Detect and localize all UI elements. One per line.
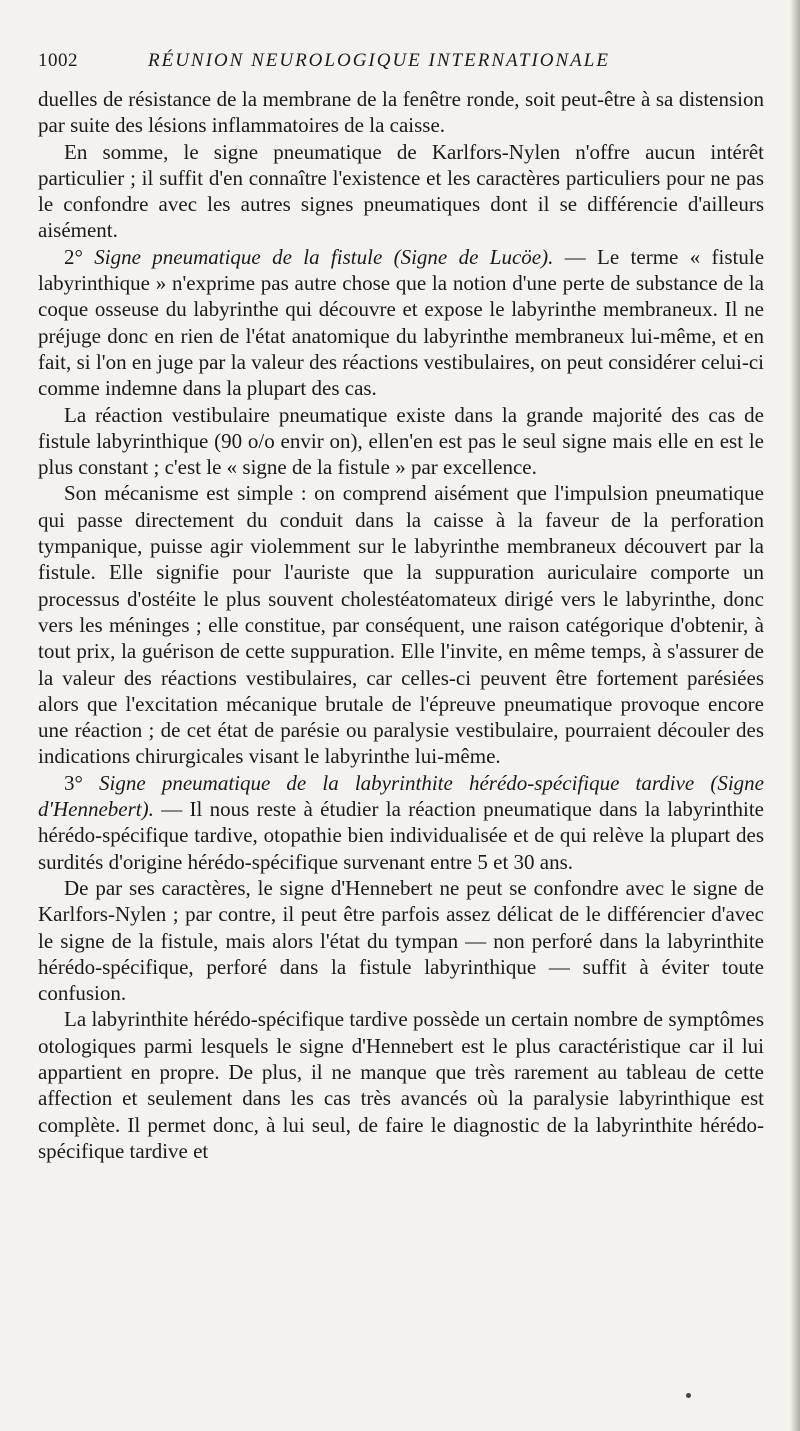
running-title: RÉUNION NEUROLOGIQUE INTERNATIONALE bbox=[148, 50, 610, 71]
paragraph-text: La réaction vestibulaire pneumatique existe dans la grande majorité des cas de fistule labyrinthique (90 o/o envir on), ellen'en est pas le seul signe mais elle en est le plus constant ; c'est le « signe de la fistule » par excellence. bbox=[38, 402, 764, 480]
paragraph-text: En somme, le signe pneumatique de Karlfors-Nylen n'offre aucun intérêt particulier ; il suffit d'en connaître l'existence et les caractères particuliers pour ne pas le confondre avec les autres signes pneumatiques dont il se différencie d'ailleurs aisément. bbox=[38, 139, 764, 243]
paragraph bbox=[38, 402, 764, 481]
page-number: 1002 bbox=[38, 50, 78, 71]
body-text bbox=[38, 86, 764, 1164]
paragraph bbox=[38, 875, 764, 1006]
paragraph bbox=[38, 1006, 764, 1164]
section-title: Signe pneumatique de la fistule (Signe de Lucöe). bbox=[94, 244, 554, 269]
section-number: 2° bbox=[64, 244, 83, 269]
section-number: 3° bbox=[64, 770, 83, 795]
page-edge-shadow bbox=[790, 0, 800, 1431]
ink-dot bbox=[686, 1393, 691, 1398]
paragraph-text: — Le terme « fistule labyrinthique » n'exprime pas autre chose que la notion d'une perte de substance de la coque osseuse du labyrinthe qui découvre et expose le labyrinthe membraneux. Il ne préjuge donc en rien de l'état anatomique du labyrinthe membraneux lui-même, et en fait, si l'on en juge par la valeur des réactions vestibulaires, on peut considérer celui-ci comme indemne dans la plupart des cas. bbox=[38, 244, 765, 401]
paragraph-section-2 bbox=[38, 244, 764, 402]
paragraph-text: — Il nous reste à étudier la réaction pneumatique dans la labyrinthite hérédo-spécifique tardive, otopathie bien individualisée et de qui relève la plupart des surdités d'origine hérédo-spécifique survenant entre 5 et 30 ans. bbox=[38, 797, 765, 874]
section-title: Signe pneumatique de la labyrinthite hérédo-spécifique tardive (Signe d'Hennebert). bbox=[38, 770, 765, 822]
page-header bbox=[38, 50, 764, 72]
paragraph bbox=[38, 139, 764, 244]
paragraph bbox=[38, 86, 764, 139]
paragraph-text: De par ses caractères, le signe d'Hennebert ne peut se confondre avec le signe de Karlfors-Nylen ; par contre, il peut être parfois assez délicat de le différencier d'avec le signe de la fistule, mais alors l'état du tympan — non perforé dans la labyrinthite hérédo-spécifique, perforé dans la fistule labyrinthique — suffit à éviter toute confusion. bbox=[38, 875, 764, 1006]
paragraph-section-3 bbox=[38, 770, 764, 875]
paragraph-text: La labyrinthite hérédo-spécifique tardive possède un certain nombre de symptômes otologiques parmi lesquels le signe d'Hennebert est le plus caractéristique car il lui appartient en propre. De plus, il ne manque que très rarement au tableau de cette affection et seulement dans les cas très avancés où la paralysie labyrinthique est complète. Il permet donc, à lui seul, de faire le diagnostic de la labyrinthite hérédo-spécifique tardive et bbox=[38, 1007, 764, 1163]
paragraph-text: Son mécanisme est simple : on comprend aisément que l'impulsion pneumatique qui passe directement du conduit dans la caisse à la faveur de la perforation tympanique, puisse agir violemment sur le labyrinthe membraneux découvert par la fistule. Elle signifie pour l'auriste que la suppuration auriculaire comporte un processus d'ostéite le plus souvent cholestéatomateux dirigé vers le labyrinthe, donc vers les méninges ; elle constitue, par conséquent, une raison catégorique d'obtenir, à tout prix, la guérison de cette suppuration. Elle l'invite, en même temps, à s'assurer de la valeur des réactions vestibulaires, car celles-ci peuvent être fortement parésiées alors que l'excitation mécanique brutale de l'épreuve pneumatique provoque encore une réaction ; de cet état de parésie ou paralysie vestibulaire, pourraient découler des indications chirurgicales visant le labyrinthe lui-même. bbox=[38, 481, 764, 769]
paragraph-text: duelles de résistance de la membrane de la fenêtre ronde, soit peut-être à sa distension par suite des lésions inflammatoires de la caisse. bbox=[38, 87, 764, 138]
paragraph bbox=[38, 480, 764, 769]
